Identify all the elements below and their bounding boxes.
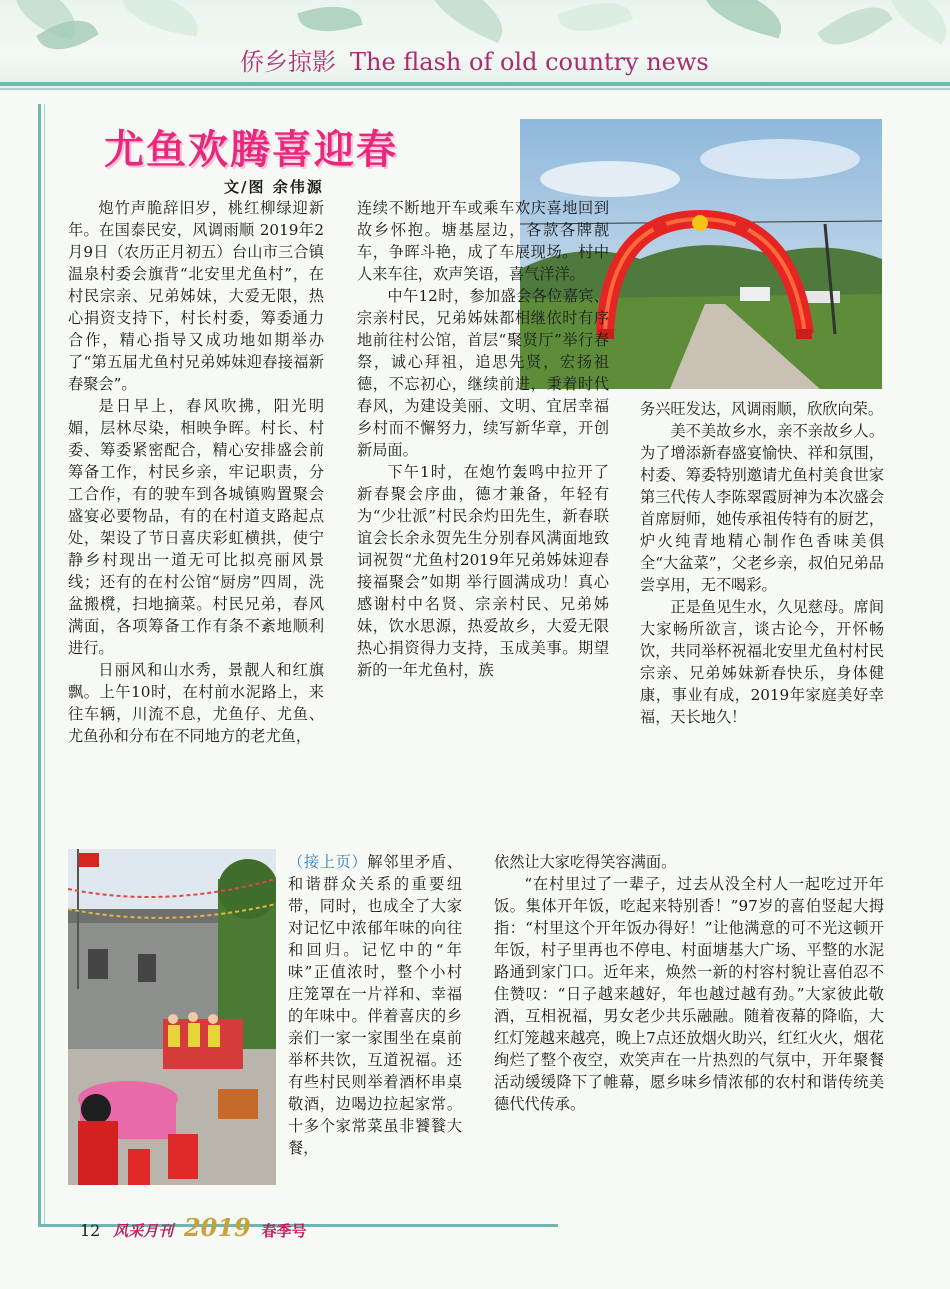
paragraph [288, 851, 462, 1159]
page-footer [80, 1213, 307, 1242]
paragraph: 依然让大家吃得笑容满面。 [494, 853, 677, 871]
paragraph: 日丽风和山水秀，景靓人和红旗飘。上午10时，在村前水泥路上，来往车辆，川流不息，尤鱼仔、尤鱼、尤鱼孙和分布在不同地方的老尤鱼， [68, 661, 324, 745]
leaf-decoration [118, 0, 203, 37]
paragraph: 中午12时，参加盛会各位嘉宾、宗亲村民，兄弟姊妹都相继依时有序地前往村公馆，首层“聚贤厅”举行春祭，诚心拜祖，追思先贤，宏扬祖德，不忘初心，继续前进，秉着时代春风，为建设美丽、文明、宜居幸福乡村而不懈努力，续写新华章，开创新局面。 [357, 287, 609, 459]
paragraph: 连续不断地开车或乘车欢庆喜地回到故乡怀抱。塘基屋边，各款各牌靓车，争晖斗艳，成了车展现场。村中人来车往，欢声笑语，喜气洋洋。 [357, 199, 609, 283]
page-number: 12 [80, 1221, 101, 1240]
header-rule [0, 82, 950, 86]
header-rule-thin [0, 88, 950, 90]
magazine-name: 风采月刊 [113, 1222, 174, 1240]
article-column-3 [640, 398, 884, 728]
paragraph-text: 解邻里矛盾、和谐群众关系的重要纽带，同时，也成全了大家对记忆中浓郁年味的向往和回归。记忆中的“年味”正值浓时，整个小村庄笼罩在一片祥和、幸福的年味中。伴着喜庆的乡亲们一家一家围坐在桌前举杯共饮，互道祝福。还有些村民则举着酒杯串桌敬酒，边喝边拉起家常。十多个家常菜虽非饕餮大餐， [288, 853, 463, 1157]
leaf-decoration [416, 0, 514, 43]
article-column-1 [68, 197, 324, 747]
leaf-decoration [557, 0, 633, 43]
continued-from-label: （接上页） [288, 853, 368, 871]
leaf-decoration [697, 0, 788, 38]
paragraph: 美不美故乡水，亲不亲故乡人。为了增添新春盛宴愉快、祥和氛围，村委、筹委特别邀请尤鱼村美食世家第三代传人李陈翠霞厨神为本次盛会首席厨师，她传承祖传特有的厨艺，炉火纯青地精心制作色香味美俱全“大盆菜”，父老乡亲，叔伯兄弟品尝享用，无不喝彩。 [640, 422, 884, 594]
paragraph: 是日早上，春风吹拂，阳光明媚，层林尽染，相映争晖。村长、村委、筹委紧密配合，精心安排盛会前筹备工作，村民乡亲，牢记职责，分工合作，有的驶车到各城镇购置聚会盛宴必要物品，有的在村道支路起点处，架设了节日喜庆彩虹横拱，使宁静乡村现出一道无可比拟亮丽风景线；还有的在村公馆“厨房”四周，洗盆搬櫈，扫地摘菜。村民兄弟，春风满面，各项筹备工作有条不紊地顺利进行。 [68, 397, 324, 657]
continued-column-2 [494, 851, 884, 1115]
paragraph: 正是鱼见生水，久见慈母。席间大家畅所欲言，谈古论今，开怀畅饮，共同举杯祝福北安里尤鱼村村民宗亲、兄弟姊妹新春快乐，身体健康，事业有成，2019年家庭美好幸福，天长地久！ [640, 598, 884, 726]
year-logo: 2019 [183, 1213, 251, 1242]
paragraph: 务兴旺发达，风调雨顺，欣欣向荣。 [640, 400, 883, 418]
section-title-en: The flash of old country news [350, 48, 709, 76]
left-border-thin [44, 104, 45, 1226]
village-celebration-photo [68, 849, 276, 1185]
left-border [38, 104, 41, 1226]
paragraph: 炮竹声脆辞旧岁，桃红柳绿迎新年。在国泰民安，风调雨顺 2019年2月9日（农历正月初五）台山市三合镇温泉村委会旗背“北安里尤鱼村”，在村民宗亲、兄弟姊妹，大爱无限，热心捐资支持下，村长村委，筹委通力合作，精心指导又成功地如期举办了“第五届尤鱼村兄弟姊妹迎春接福新春聚会”。 [68, 199, 324, 393]
article-title: 尤鱼欢腾喜迎春 [104, 127, 398, 173]
paragraph: 下午1时，在炮竹轰鸣中拉开了新春聚会序曲，德才兼备，年轻有为“少壮派”村民余灼田先生，新春联谊会长余永贺先生分别春风满面地致词祝贺“尤鱼村2019年兄弟姊妹迎春接福聚会”如期 举行圆满成功！真心感谢村中名贤、宗亲村民、兄弟姊妹，饮水思源，热爱故乡，大爱无限热心捐资得力支持，玉成美事。期望新的一年尤鱼村，族 [357, 463, 609, 679]
section-title-cn: 侨乡掠影 [240, 48, 336, 76]
header-banner [0, 0, 950, 88]
article-column-2 [357, 197, 609, 681]
article-byline: 文/图 余伟源 [224, 178, 324, 196]
continued-column [288, 851, 462, 1159]
leaf-decoration [817, 0, 893, 59]
leaf-decoration [297, 0, 362, 40]
paragraph: “在村里过了一辈子，过去从没全村人一起吃过开年饭。集体开年饭，吃起来特别香！”97岁的喜伯竖起大拇指：“村里这个开年饭办得好！”让他满意的可不光这顿开年饭，村子里再也不停电、村面塘基大广场、平整的水泥路通到家门口。近年来，焕然一新的村容村貌让喜伯忍不住赞叹：“日子越来越好，年也越过越有劲。”大家彼此敬酒，互相祝福，男女老少共乐融融。随着夜幕的降临，大红灯笼越来越亮，晚上7点还放烟火助兴，红红火火，烟花绚烂了整个夜空，欢笑声在一片热烈的气氛中，开年聚餐活动缓缓降下了帷幕，愿乡味乡情浓郁的农村和谐传统美德代代传承。 [494, 875, 884, 1113]
issue-season: 春季号 [261, 1222, 307, 1240]
section-header [240, 42, 709, 77]
